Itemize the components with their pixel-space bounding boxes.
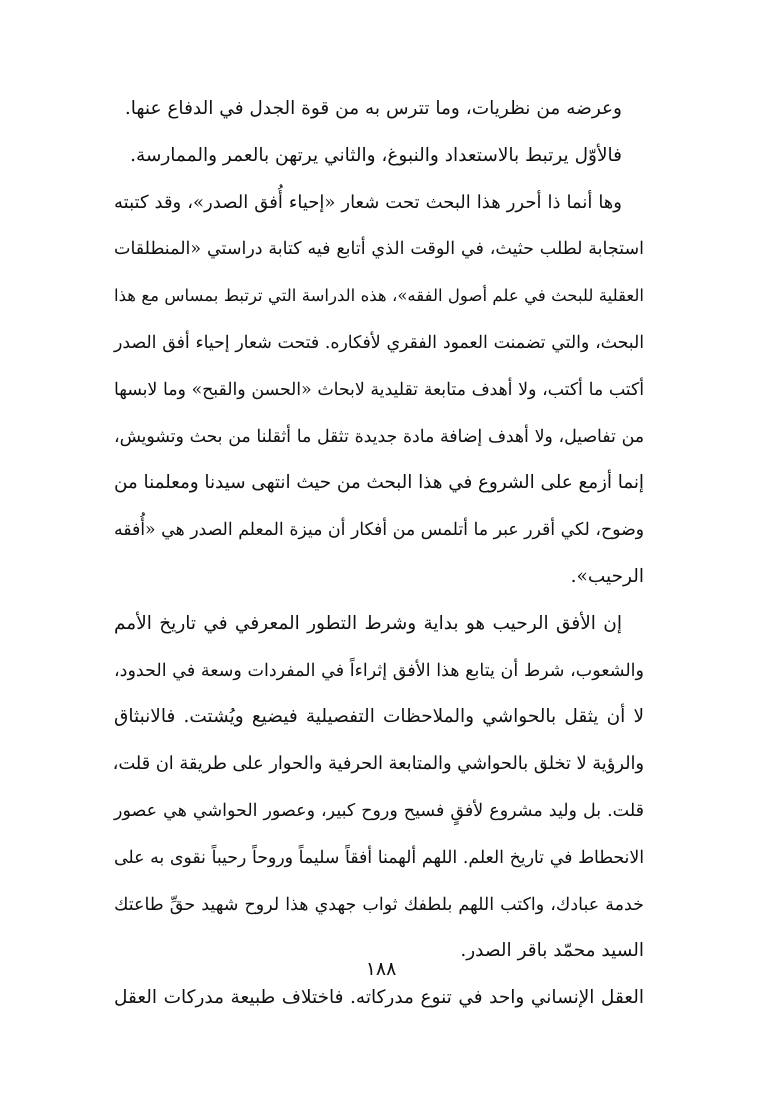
text-line: من تفاصيل، ولا أهدف إضافة مادة جديدة تثقل ما أثقلنا من بحث وتشويش، <box>114 426 644 447</box>
text-line: والشعوب، شرط أن يتابع هذا الأفق إثراءاً في المفردات وسعة في الحدود، <box>114 660 644 681</box>
text-line: وها أنما ذا أحرر هذا البحث تحت شعار «إحياء أُفق الصدر»، وقد كتبته <box>114 191 622 213</box>
text-line: لا أن يثقل بالحواشي والملاحظات التفصيلية فيضيع ويُشتت. فالانبثاق <box>114 706 644 728</box>
text-line: وعرضه من نظريات، وما تترس به من قوة الجدل في الدفاع عنها. <box>124 98 622 119</box>
text-line: قلت. بل وليد مشروع لأفقٍ فسيح وروح كبير، وعصور الحواشي هي عصور <box>114 800 644 821</box>
text-line: والرؤية لا تخلق بالحواشي والمتابعة الحرفية والحوار على طريقة ان قلت، <box>112 754 644 775</box>
text-line: العقل الإنساني واحد في تنوع مدركاته. فاختلاف طبيعة مدركات العقل <box>114 987 644 1009</box>
text-line: البحث، والتي تضمنت العمود الفقري لأفكاره. فتحت شعار إحياء أفق الصدر <box>114 332 644 353</box>
text-line: أكتب ما أكتب، ولا أهدف متابعة تقليدية لابحاث «الحسن والقبح» وما لابسها <box>114 379 644 400</box>
text-line: الرحيب». <box>570 565 644 587</box>
text-line: وضوح، لكي أقرر عبر ما أتلمس من أفكار أن ميزة المعلم الصدر هي «أُفقه <box>114 520 644 541</box>
text-line: استجابة لطلب حثيث، في الوقت الذي أتابع فيه كتابة دراستي «المنطلقات <box>114 239 644 260</box>
text-line: إنما أزمع على الشروع في هذا البحث من حيث انتهى سيدنا ومعلمنا من <box>114 472 644 494</box>
page-number: ١٨٨ <box>365 958 397 980</box>
text-line: إن الأفق الرحيب هو بداية وشرط التطور المعرفي في تاريخ الأمم <box>114 612 622 634</box>
body-text <box>114 86 644 1022</box>
text-line: العقلية للبحث في علم أصول الفقه»، هذه الدراسة التي ترتبط بمساس مع هذا <box>114 286 644 306</box>
text-line: خدمة عبادك، واكتب اللهم بلطفك ثواب جهدي هذا لروح شهيد حقِّ طاعتك <box>114 894 644 915</box>
text-line: السيد محمّد باقر الصدر. <box>460 940 644 962</box>
text-line: الانحطاط في تاريخ العلم. اللهم ألهمنا أفقاً سليماً وروحاً رحيباً نقوى به على <box>114 847 644 868</box>
text-line: فالأوّل يرتبط بالاستعداد والنبوغ، والثاني يرتهن بالعمر والممارسة. <box>130 144 622 166</box>
